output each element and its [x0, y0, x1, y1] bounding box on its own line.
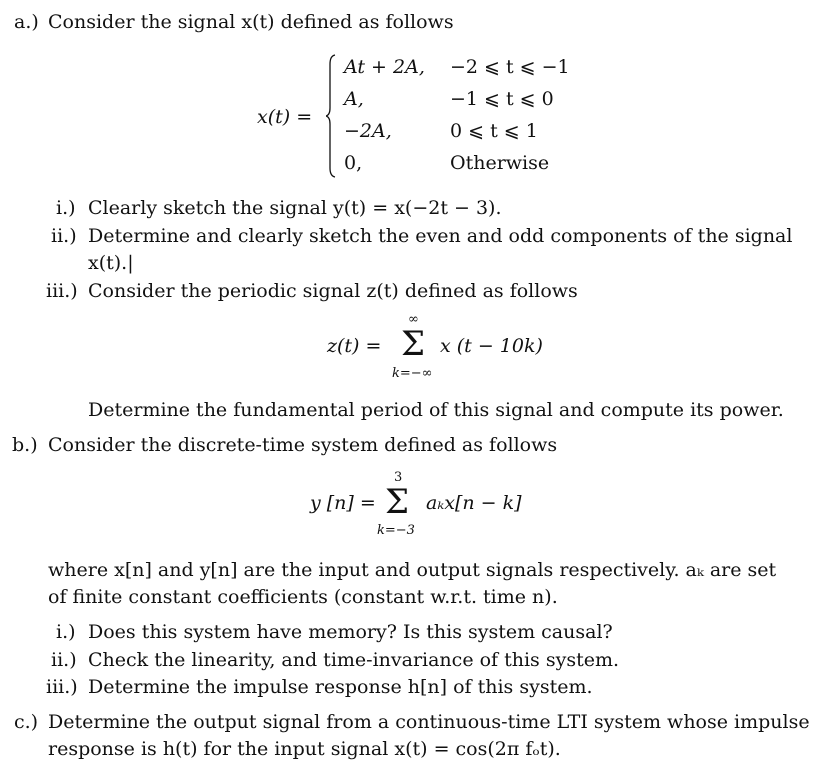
part-a-item-2-text: Determine and clearly sketch the even and odd components of the signal [88, 225, 793, 247]
case-cond-3: 0 ⩽ t ⩽ 1 [450, 120, 538, 142]
case-cond-1: −2 ⩽ t ⩽ −1 [450, 56, 570, 78]
left-brace-icon [326, 54, 336, 178]
case-expr-1: At + 2A, [344, 56, 425, 78]
part-b-item-2-label: ii.) [51, 649, 77, 671]
y-eq-lhs: y [n] = [310, 492, 376, 514]
part-a-item-2-label: ii.) [51, 225, 77, 247]
part-a-item-1-text: Clearly sketch the signal y(t) = x(−2t − 3). [88, 197, 502, 219]
case-expr-4: 0, [344, 152, 363, 174]
z-eq-lhs: z(t) = [327, 335, 382, 357]
part-a-item-3-text: Consider the periodic signal z(t) defined as follows [88, 280, 578, 302]
part-b-label: b.) [12, 434, 38, 456]
part-a-period-text: Determine the fundamental period of this signal and compute its power. [88, 399, 784, 421]
case-expr-2: A, [344, 88, 364, 110]
part-b-item-1-label: i.) [56, 621, 76, 643]
part-b-item-2-text: Check the linearity, and time-invariance of this system. [88, 649, 620, 671]
part-b-item-1-text: Does this system have memory? Is this system causal? [88, 621, 613, 643]
part-b-where-line-2: of finite constant coefficients (constant w.r.t. time n). [48, 586, 558, 608]
z-eq-term: x (t − 10k) [440, 335, 543, 357]
part-c-line-2: response is h(t) for the input signal x(t) = cos(2π fₒt). [48, 738, 561, 760]
z-eq-upper-limit: ∞ [408, 312, 419, 327]
y-eq-term: aₖx[n − k] [426, 492, 522, 514]
part-a-intro: Consider the signal x(t) defined as follows [48, 11, 454, 33]
z-eq-lower-limit: k=−∞ [392, 366, 433, 381]
part-b-item-3-text: Determine the impulse response h[n] of this system. [88, 676, 593, 698]
part-b-intro: Consider the discrete-time system defined as follows [48, 434, 558, 456]
part-a-label: a.) [14, 11, 39, 33]
z-eq-sigma: Σ [401, 324, 426, 364]
y-eq-sigma: Σ [385, 482, 410, 522]
part-b-where-line-1: where x[n] and y[n] are the input and output signals respectively. aₖ are set [48, 559, 777, 581]
case-cond-4: Otherwise [450, 152, 550, 174]
part-c-line-1: Determine the output signal from a continuous-time LTI system whose impulse [48, 711, 810, 733]
case-expr-3: −2A, [344, 120, 392, 142]
part-c-label: c.) [14, 711, 39, 733]
x-definition-lhs: x(t) = [257, 106, 313, 128]
part-b-item-3-label: iii.) [46, 676, 78, 698]
y-eq-upper-limit: 3 [394, 470, 403, 485]
case-cond-2: −1 ⩽ t ⩽ 0 [450, 88, 554, 110]
y-eq-lower-limit: k=−3 [377, 523, 415, 538]
part-a-item-2-text-cont: x(t).| [88, 252, 134, 274]
part-a-item-3-label: iii.) [46, 280, 78, 302]
part-a-item-1-label: i.) [56, 197, 76, 219]
